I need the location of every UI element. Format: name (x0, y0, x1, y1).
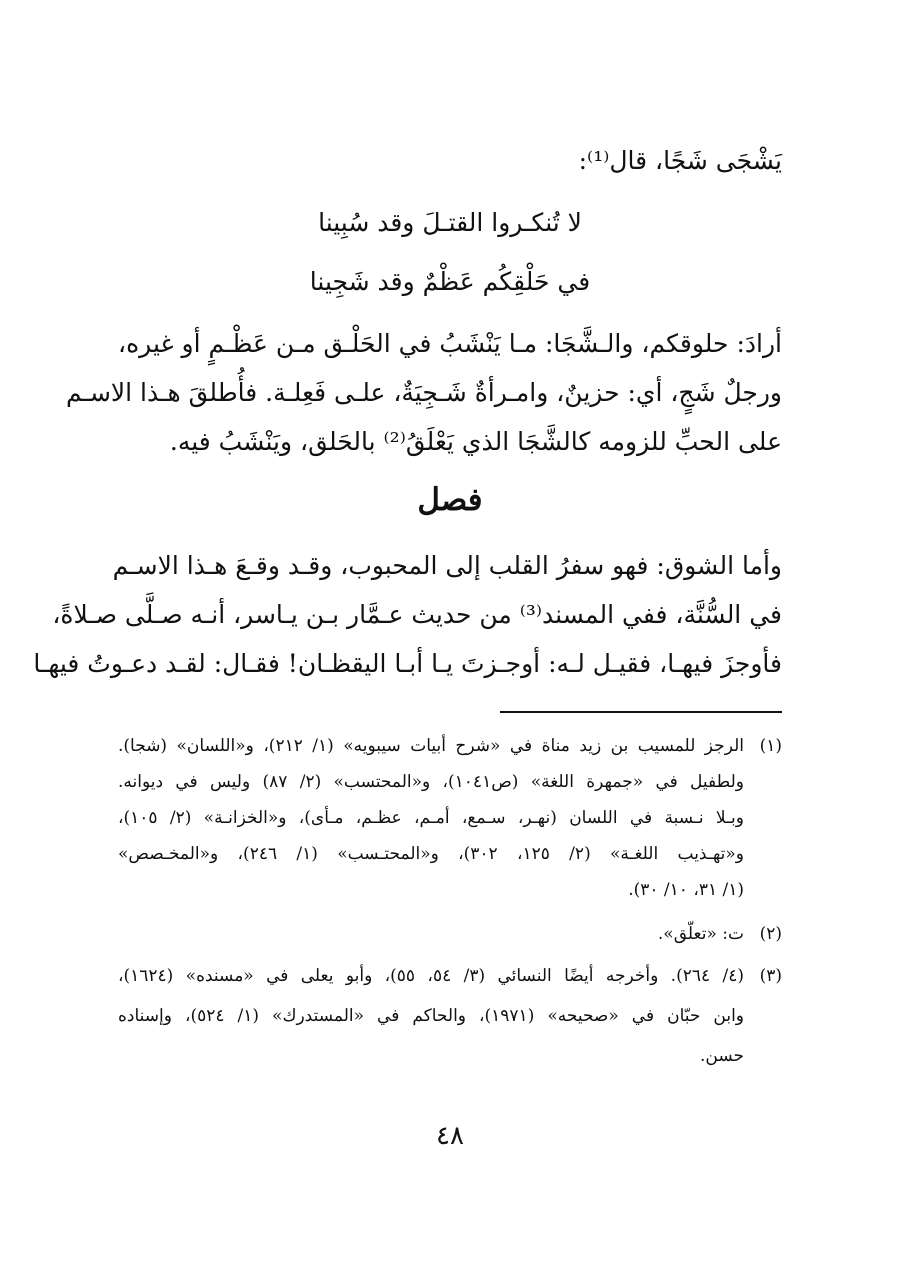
footnote-2-line-1 (118, 920, 782, 950)
footnote-1-line-1 (118, 732, 782, 762)
footnote-1-text-4: و«تهـذيب اللغـة» (٢/ ١٢٥، ٣٠٢)، و«المحتـسب» (١/ ٢٤٦)، و«المخـصص» (118, 844, 745, 864)
page-number: ٤٨ (436, 1121, 464, 1151)
paragraph-1-line-1: أرادَ: حلوقكم، والـشَّجَا: مـا يَنْشَبُ في الحَلْـق مـن عَظْـمٍ أو غيره، (118, 329, 782, 358)
footnote-1-line-4 (118, 840, 782, 870)
footnote-2-text-1: ت: «تعلّق». (657, 924, 744, 944)
paragraph-2-line-2: في السُّنَّة، ففي المسند⁽³⁾ من حديث عـمَّار بـن يـاسر، أنـه صـلَّى صـلاةً، (52, 600, 782, 629)
footnote-2-number: (٢) (759, 924, 782, 944)
footnote-3-line-3 (118, 1042, 782, 1072)
paragraph-1-line-3: على الحبِّ للزومه كالشَّجَا الذي يَعْلَقُ⁽²⁾ بالحَلق، ويَنْشَبُ فيه. (169, 427, 782, 456)
footnote-3-line-2 (118, 1002, 782, 1032)
footnote-3-text-2: وابن حبّان في «صحيحه» (١٩٧١)، والحاكم في «المستدرك» (١/ ٥٢٤)، وإسناده (118, 1006, 744, 1026)
footnote-3-text-1: (٤/ ٢٦٤). وأخرجه أيضًا النسائي (٣/ ٥٤، ٥٥)، وأبو يعلى في «مسنده» (١٦٢٤)، (118, 966, 745, 986)
footnote-1-line-3 (118, 804, 782, 834)
footnote-separator (500, 711, 782, 713)
footnote-1-number: (١) (759, 736, 782, 756)
footnote-1-text-2: ولطفيل في «جمهرة اللغة» (ص١٠٤١)، و«المحتسب» (٢/ ٨٧) وليس في ديوانه. (118, 772, 744, 792)
paragraph-2-line-1: وأما الشوق: فهو سفرُ القلب إلى المحبوب، وقـد وقـعَ هـذا الاسـم (112, 551, 782, 580)
footnote-3-line-1 (118, 962, 782, 992)
footnote-1-text-3: وبـلا نـسبة في اللسان (نهـر، سـمع، أمـم، عظـم، مـأى)، و«الخزانـة» (٢/ ١٠٥)، (118, 808, 744, 828)
section-heading: فصل (417, 482, 483, 518)
footnote-1-text-5: (١/ ٣١، ١٠/ ٣٠). (628, 880, 744, 900)
verse-line-2: في حَلْقِكُم عَظْمٌ وقد شَجِينا (309, 267, 591, 296)
footnote-3-text-3: حسن. (699, 1046, 744, 1066)
paragraph-1-line-2: ورجلٌ شَجٍ، أي: حزينٌ، وامـرأةٌ شَـجِيَةٌ، علـى فَعِلـة. فأُطلقَ هـذا الاسـم (66, 378, 782, 407)
footnote-1-line-5 (118, 876, 782, 906)
footnote-1-text-1: الرجز للمسيب بن زيد مناة في «شرح أبيات سيبويه» (١/ ٢١٢)، و«اللسان» (شجا). (118, 736, 744, 756)
footnote-1-line-2 (118, 768, 782, 798)
verse-line-1: لا تُنكـروا القتـلَ وقد سُبِينا (318, 208, 582, 237)
footnote-3-number: (٣) (759, 966, 783, 986)
intro-line: يَشْجَى شَجًا، قال⁽¹⁾: (578, 146, 782, 175)
paragraph-2-line-3: فأوجزَ فيهـا، فقيـل لـه: أوجـزتَ يـا أبـا اليقظـان! فقـال: لقـد دعـوتُ فيهـا (33, 649, 782, 678)
